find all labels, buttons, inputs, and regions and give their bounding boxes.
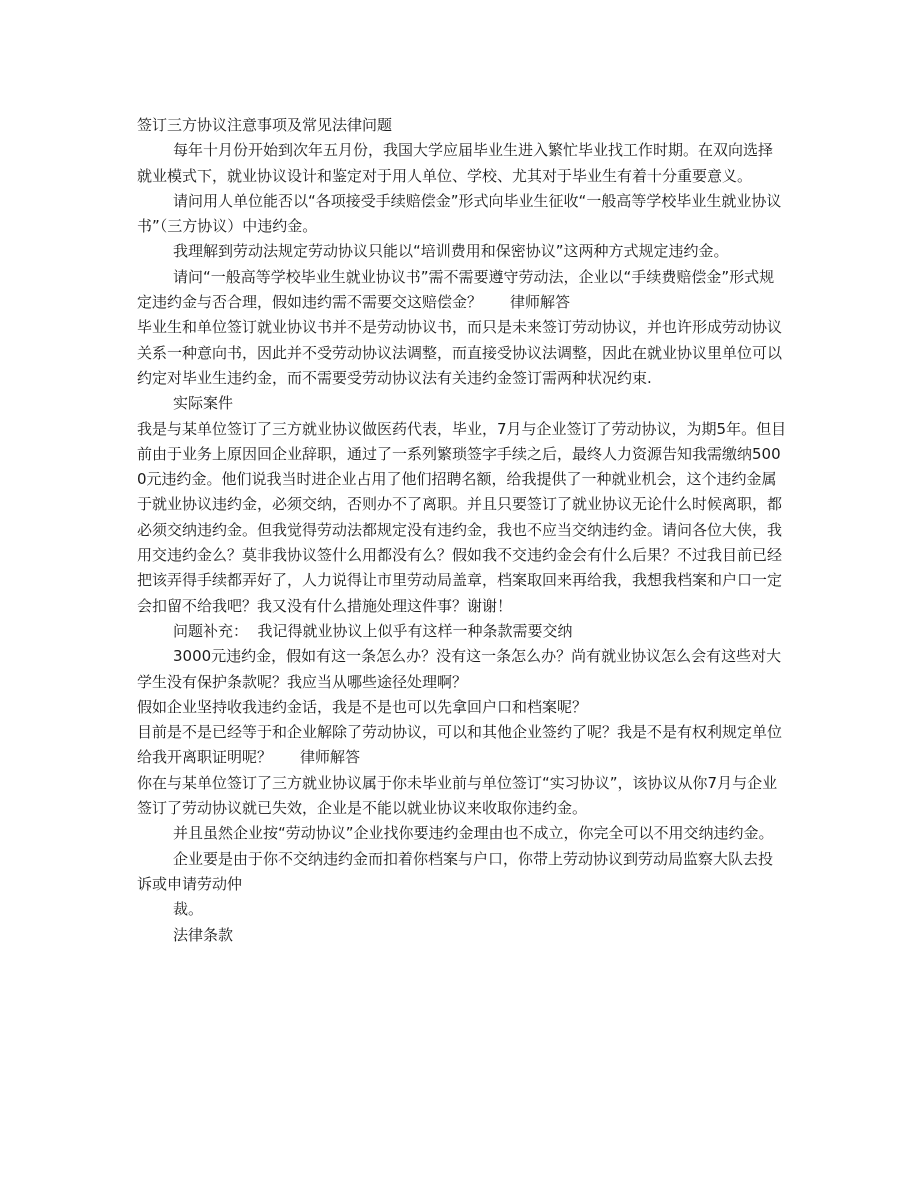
paragraph-case: 我是与某单位签订了三方就业协议做医药代表，毕业，7月与企业签订了劳动协议，为期5年。但目前由于业务上原因回企业辞职，通过了一系列繁琐签字手续之后，最终人力资源告知我需缴纳5000元违约金。他们说我当时进企业占用了他们招聘名额，给我提供了一种就业机会，这个违约金属于就业协议违约金，必须交纳，否则办不了离职。并且只要签订了就业协议无论什么时候离职，都必须交纳违约金。但我觉得劳动法都规定没有违约金，我也不应当交纳违约金。请问各位大侠，我用交违约金么？莫非我协议签什么用都没有么？假如我不交违约金会有什么后果？不过我目前已经把该弄得手续都弄好了，人力说得让市里劳动局盖章，档案取回来再给我，我想我档案和户口一定会扣留不给我吧？我又没有什么措施处理这件事？谢谢！ [137, 419, 787, 615]
paragraph-answer: 毕业生和单位签订就业协议书并不是劳动协议书，而只是未来签订劳动协议，并也许形成劳动协议关系一种意向书，因此并不受劳动协议法调整，而直接受协议法调整，因此在就业协议里单位可以约定对毕业生违约金，而不需要受劳动协议法有关违约金签订需两种状况约束. [137, 318, 783, 387]
paragraph-intro: 每年十月份开始到次年五月份，我国大学应届毕业生进入繁忙毕业找工作时期。在双向选择就业模式下，就业协议设计和鉴定对于用人单位、学校、尤其对于毕业生有着十分重要意义。 [137, 141, 774, 185]
lawyer-answer-heading: 律师解答 [510, 293, 571, 312]
paragraph-supplement-2: 3000元违约金，假如有这一条怎么办？没有这一条怎么办？尚有就业协议怎么会有这些对大学生没有保护条款呢？我应当从哪些途径处理啊？ [137, 647, 782, 691]
section-heading-case: 实际案件 [173, 394, 234, 413]
paragraph-answer-2: 你在与某单位签订了三方就业协议属于你未毕业前与单位签订“实习协议”，该协议从你7月与企业签订了劳动协议就已失效，企业是不能以就业协议来收取你违约金。 [137, 773, 778, 818]
paragraph-supplement-4 [137, 720, 787, 771]
paragraph-question: 请问用人单位能否以“各项接受手续赔偿金”形式向毕业生征收“一般高等学校毕业生就业协议书”（三方协议）中违约金。 [137, 191, 782, 236]
supplement-4-text: 目前是不是已经等于和企业解除了劳动协议，可以和其他企业签约了呢？我是不是有权利规定单位给我开离职证明呢？ [137, 723, 783, 767]
document-body [137, 113, 787, 948]
paragraph-understanding: 我理解到劳动法规定劳动协议只能以“培训费用和保密协议”这两种方式规定违约金。 [173, 242, 729, 261]
document-title: 签订三方协议注意事项及常见法律问题 [137, 116, 393, 134]
question-text: 请问“一般高等学校毕业生就业协议书”需不需要遵守劳动法，企业以“手续费赔偿金”形式规定违约金与否合理，假如违约需不需要交这赔偿金？ [137, 267, 775, 312]
paragraph-answer-4: 企业要是由于你不交纳违约金而扣着你档案与户口，你带上劳动协议到劳动局监察大队去投诉或申请劳动仲 [137, 849, 774, 893]
paragraph-supplement: 问题补充： 我记得就业协议上似乎有这样一种条款需要交纳 [173, 621, 573, 640]
paragraph-supplement-3: 假如企业坚持收我违约金话，我是不是也可以先拿回户口和档案呢？ [137, 697, 588, 716]
paragraph-answer-4-end: 裁。 [173, 900, 204, 919]
lawyer-answer-heading-2: 律师解答 [300, 748, 361, 767]
paragraph-question-2 [137, 265, 787, 316]
section-heading-law: 法律条款 [173, 925, 234, 944]
paragraph-answer-3: 并且虽然企业按“劳动协议”企业找你要违约金理由也不成立，你完全可以不用交纳违约金。 [173, 824, 774, 843]
